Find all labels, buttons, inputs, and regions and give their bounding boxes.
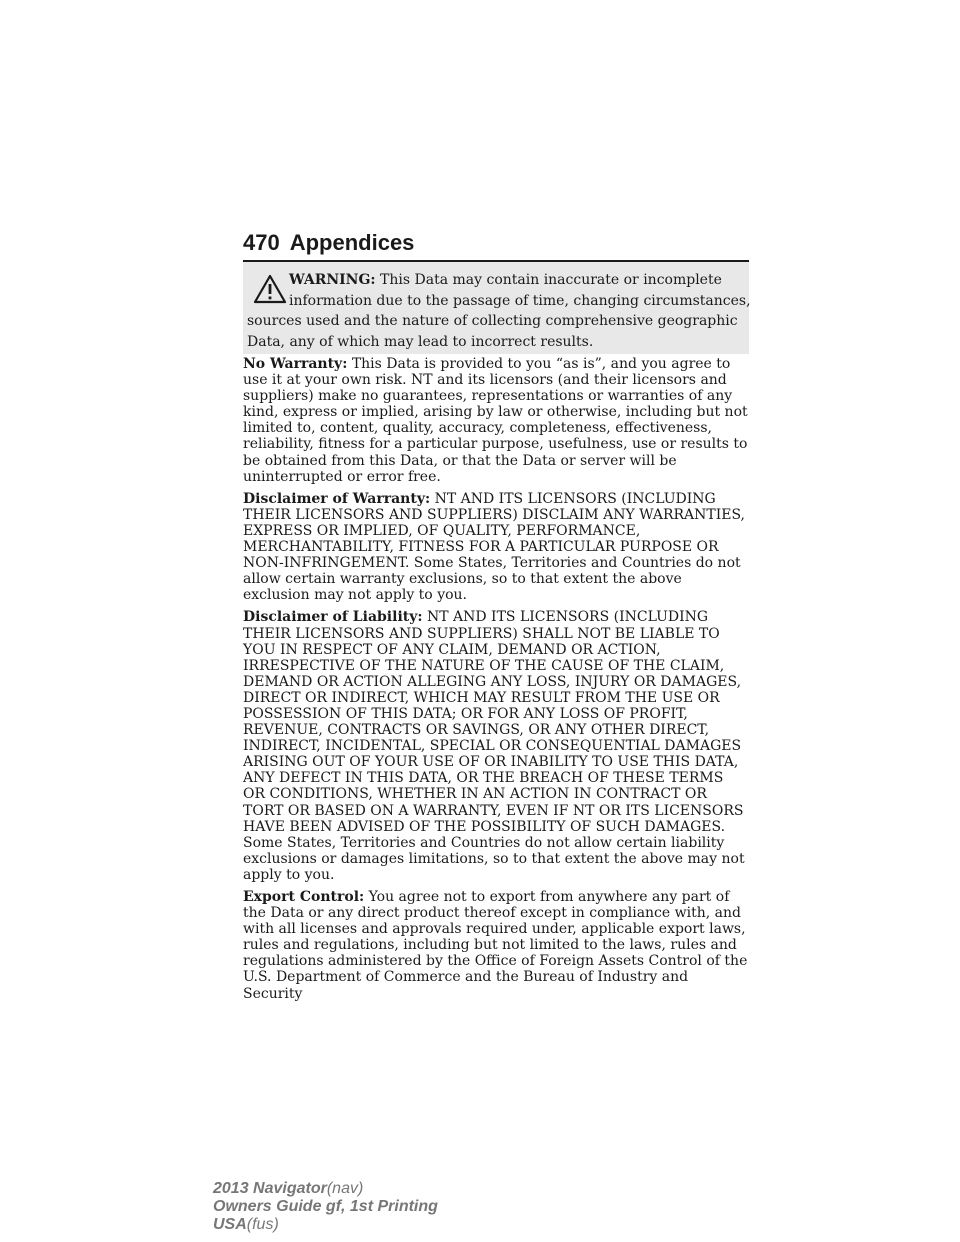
paragraph-text: You agree not to export from anywhere any part of the Data or any direct product thereof except in compliance with, and with all licenses and approvals required under, applicable export laws, rules and regulations, including but not limited to the laws, rules and regulations administered by the Office of Foreign Assets Control of the U.S. Department of Commerce and the Bureau of Industry and Security [243, 889, 748, 1002]
page-number: 470 [243, 230, 280, 255]
warning-line-4: Data, any of which may lead to incorrect results. [247, 333, 594, 350]
warning-line-2: information due to the passage of time, changing circumstances, [289, 292, 751, 309]
page-header [243, 228, 749, 262]
paragraph-heading: Export Control: [243, 889, 365, 905]
warning-box [243, 262, 749, 354]
warning-label: WARNING: [289, 272, 376, 288]
paragraph-text: NT AND ITS LICENSORS (INCLUDING THEIR LICENSORS AND SUPPLIERS) SHALL NOT BE LIABLE TO YOU IN RESPECT OF ANY CLAIM, DEMAND OR ACTION, IRRESPECTIVE OF THE NATURE OF THE CAUSE OF THE CLAIM, DEMAND OR ACTION ALLEGING ANY LOSS, INJURY OR DAMAGES, DIRECT OR INDIRECT, WHICH MAY RESULT FROM THE USE OR POSSESSION OF THIS DATA; OR FOR ANY LOSS OF PROFIT, REVENUE, CONTRACTS OR SAVINGS, OR ANY OTHER DIRECT, INDIRECT, INCIDENTAL, SPECIAL OR CONSEQUENTIAL DAMAGES ARISING OUT OF YOUR USE OF OR INABILITY TO USE THIS DATA, ANY DEFECT IN THIS DATA, OR THE BREACH OF THESE TERMS OR CONDITIONS, WHETHER IN AN ACTION IN CONTRACT OR TORT OR BASED ON A WARRANTY, EVEN IF NT OR ITS LICENSORS HAVE BEEN ADVISED OF THE POSSIBILITY OF SUCH DAMAGES. Some States, Territories and Countries do not allow certain liability exclusions or damages limitations, so to that extent the above may not apply to you. [243, 609, 745, 883]
section-title: Appendices [289, 230, 415, 255]
paragraph-export-control [243, 889, 749, 1002]
document-footer [213, 1180, 438, 1234]
body-text [243, 356, 749, 1008]
paragraph-heading: Disclaimer of Liability: [243, 609, 423, 626]
warning-line-1: WARNING: This Data may contain inaccurate or incomplete [289, 272, 722, 288]
paragraph-disclaimer-of-warranty [243, 491, 749, 604]
footer-line-3: USA(fus) [213, 1216, 279, 1233]
warning-triangle-icon [253, 274, 287, 304]
paragraph-disclaimer-of-liability [243, 609, 749, 883]
paragraph-heading: No Warranty: [243, 356, 348, 372]
paragraph-heading: Disclaimer of Warranty: [243, 490, 431, 507]
paragraph-no-warranty [243, 356, 749, 485]
paragraph-text: This Data is provided to you “as is”, and you agree to use it at your own risk. NT and its licensors (and their licensors and suppliers) make no guarantees, representations or warranties of any kind, express or implied, arising by law or otherwise, including but not limited to, content, quality, accuracy, completeness, effectiveness, reliability, fitness for a particular purpose, usefulness, use or results to be obtained from this Data, or that the Data or server will be uninterrupted or error free. [243, 356, 748, 485]
warning-line-3: sources used and the nature of collecting comprehensive geographic [247, 313, 738, 329]
paragraph-text: NT AND ITS LICENSORS (INCLUDING THEIR LICENSORS AND SUPPLIERS) DISCLAIM ANY WARRANTIES, EXPRESS OR IMPLIED, OF QUALITY, PERFORMANCE, MERCHANTABILITY, FITNESS FOR A PARTICULAR PURPOSE OR NON-INFRINGEMENT. Some States, Territories and Countries do not allow certain warranty exclusions, so to that extent the above exclusion may not apply to you. [243, 490, 746, 604]
footer-line-2: Owners Guide gf, 1st Printing [213, 1198, 438, 1215]
footer-line-1: 2013 Navigator(nav) [213, 1180, 364, 1197]
